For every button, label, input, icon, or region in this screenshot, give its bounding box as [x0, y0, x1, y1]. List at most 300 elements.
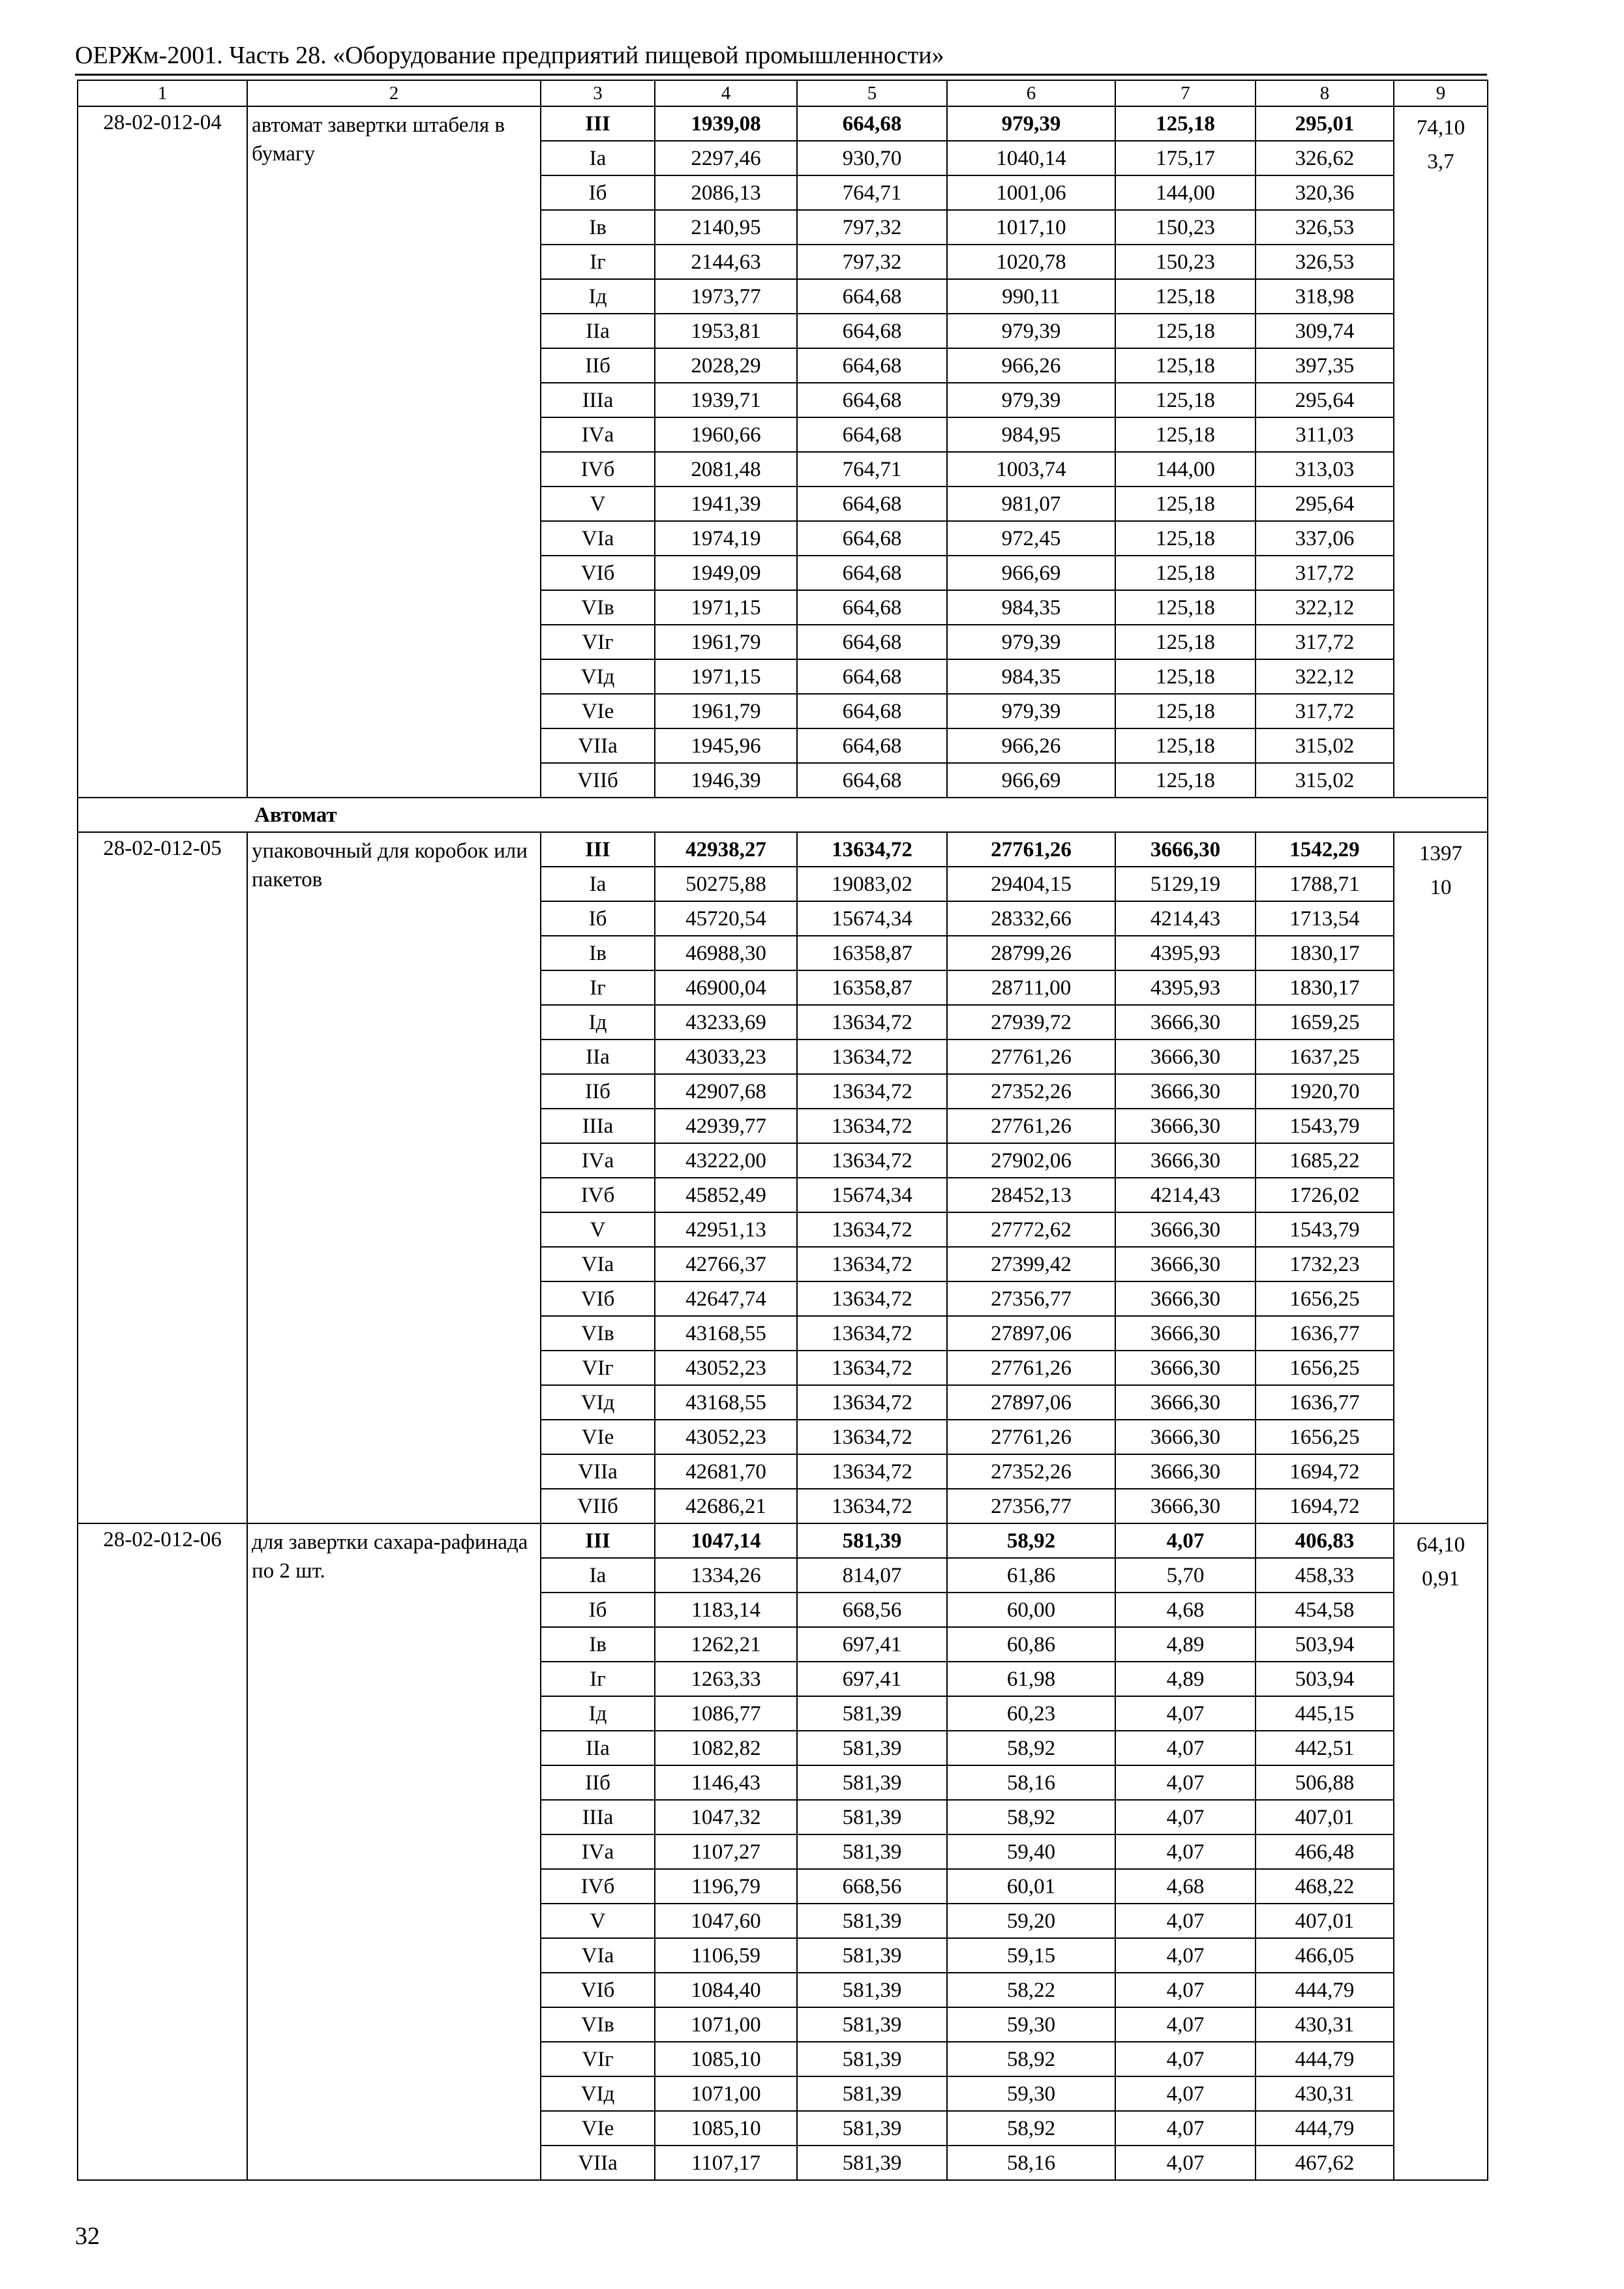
- materials-cost: 1656,25: [1256, 1281, 1394, 1316]
- materials-cost: 1543,79: [1256, 1109, 1394, 1143]
- worker-wages: 13634,72: [797, 832, 947, 867]
- direct-cost-total: 1945,96: [655, 728, 797, 763]
- direct-cost-total: 2028,29: [655, 348, 797, 383]
- region-index: Iд: [541, 279, 655, 314]
- direct-cost-total: 45852,49: [655, 1178, 797, 1212]
- machinist-wages: 3666,30: [1115, 1005, 1256, 1040]
- region-index: VIе: [541, 2111, 655, 2146]
- direct-cost-total: 2081,48: [655, 452, 797, 486]
- materials-cost: 322,12: [1256, 659, 1394, 694]
- direct-cost-total: 1047,32: [655, 1800, 797, 1834]
- worker-wages: 664,68: [797, 590, 947, 625]
- page-number: 32: [75, 2222, 100, 2250]
- direct-cost-total: 2297,46: [655, 141, 797, 175]
- materials-cost: 295,01: [1256, 106, 1394, 141]
- machine-operation-cost: 27352,26: [947, 1074, 1115, 1109]
- region-index: VIг: [541, 2042, 655, 2076]
- machinist-wages: 4,07: [1115, 1696, 1256, 1731]
- machine-operation-cost: 59,15: [947, 1938, 1115, 1973]
- machine-operation-cost: 979,39: [947, 625, 1115, 659]
- materials-cost: 1830,17: [1256, 970, 1394, 1005]
- materials-cost: 326,62: [1256, 141, 1394, 175]
- materials-cost: 1713,54: [1256, 901, 1394, 936]
- machinist-wages: 3666,30: [1115, 832, 1256, 867]
- materials-cost: 468,22: [1256, 1869, 1394, 1904]
- machinist-wages: 5,70: [1115, 1558, 1256, 1593]
- machine-operation-cost: 27761,26: [947, 832, 1115, 867]
- column-number-cell: 2: [247, 80, 541, 106]
- region-index: Iв: [541, 1627, 655, 1662]
- column-number-row: [78, 80, 1488, 106]
- direct-cost-total: 1953,81: [655, 314, 797, 348]
- direct-cost-total: 1971,15: [655, 590, 797, 625]
- machine-operation-cost: 984,35: [947, 590, 1115, 625]
- machine-operation-cost: 27939,72: [947, 1005, 1115, 1040]
- direct-cost-total: 1971,15: [655, 659, 797, 694]
- machine-operation-cost: 61,86: [947, 1558, 1115, 1593]
- worker-wages: 13634,72: [797, 1385, 947, 1420]
- labor-hours: 64,10: [1416, 1533, 1466, 1557]
- machinist-wages: 3666,30: [1115, 1316, 1256, 1351]
- worker-wages: 664,68: [797, 694, 947, 728]
- machinist-wages: 125,18: [1115, 590, 1256, 625]
- machine-operation-cost: 1017,10: [947, 210, 1115, 245]
- machine-operation-cost: 27761,26: [947, 1351, 1115, 1385]
- worker-wages: 581,39: [797, 1800, 947, 1834]
- machinist-wages: 3666,30: [1115, 1351, 1256, 1385]
- machinist-wages: 125,18: [1115, 348, 1256, 383]
- rates-table: [77, 80, 1488, 2181]
- worker-wages: 697,41: [797, 1662, 947, 1696]
- machine-operation-cost: 1001,06: [947, 175, 1115, 210]
- machine-operation-cost: 27897,06: [947, 1316, 1115, 1351]
- worker-wages: 581,39: [797, 1765, 947, 1800]
- worker-wages: 697,41: [797, 1627, 947, 1662]
- machinist-wages: 3666,30: [1115, 1385, 1256, 1420]
- machine-operation-cost: 966,69: [947, 763, 1115, 798]
- column-number-cell: 6: [947, 80, 1115, 106]
- materials-cost: 317,72: [1256, 556, 1394, 590]
- worker-wages: 664,68: [797, 279, 947, 314]
- materials-cost: 445,15: [1256, 1696, 1394, 1731]
- direct-cost-total: 42907,68: [655, 1074, 797, 1109]
- machinist-wages: 4,07: [1115, 2042, 1256, 2076]
- machinist-wages: 4,07: [1115, 1731, 1256, 1765]
- direct-cost-total: 1939,08: [655, 106, 797, 141]
- machine-operation-cost: 27772,62: [947, 1212, 1115, 1247]
- worker-wages: 764,71: [797, 175, 947, 210]
- materials-cost: 444,79: [1256, 2042, 1394, 2076]
- region-index: VIг: [541, 1351, 655, 1385]
- machinist-wages: 4,07: [1115, 2146, 1256, 2180]
- worker-wages: 664,68: [797, 417, 947, 452]
- direct-cost-total: 1085,10: [655, 2042, 797, 2076]
- direct-cost-total: 2144,63: [655, 245, 797, 279]
- worker-wages: 581,39: [797, 2007, 947, 2042]
- worker-wages: 13634,72: [797, 1351, 947, 1385]
- region-index: Iг: [541, 245, 655, 279]
- direct-cost-total: 50275,88: [655, 867, 797, 901]
- region-index: VIе: [541, 1420, 655, 1454]
- materials-cost: 466,05: [1256, 1938, 1394, 1973]
- machinist-wages: 4,07: [1115, 2111, 1256, 2146]
- region-index: IVа: [541, 1834, 655, 1869]
- worker-wages: 664,68: [797, 728, 947, 763]
- region-index: IIIа: [541, 1109, 655, 1143]
- machine-operation-cost: 1040,14: [947, 141, 1115, 175]
- region-index: Iб: [541, 901, 655, 936]
- worker-wages: 581,39: [797, 2111, 947, 2146]
- region-index: Iд: [541, 1005, 655, 1040]
- machinist-wages: 4214,43: [1115, 1178, 1256, 1212]
- direct-cost-total: 2086,13: [655, 175, 797, 210]
- materials-cost: 1636,77: [1256, 1385, 1394, 1420]
- materials-cost: 503,94: [1256, 1627, 1394, 1662]
- direct-cost-total: 1047,60: [655, 1904, 797, 1938]
- machinist-wages: 4,07: [1115, 1765, 1256, 1800]
- materials-cost: 1694,72: [1256, 1489, 1394, 1523]
- machinist-wages: 125,18: [1115, 556, 1256, 590]
- worker-wages: 13634,72: [797, 1281, 947, 1316]
- materials-cost: 1685,22: [1256, 1143, 1394, 1178]
- materials-cost: 444,79: [1256, 1973, 1394, 2007]
- direct-cost-total: 43033,23: [655, 1040, 797, 1074]
- machine-operation-cost: 59,20: [947, 1904, 1115, 1938]
- column-number-cell: 1: [78, 80, 247, 106]
- machine-operation-cost: 1020,78: [947, 245, 1115, 279]
- equipment-name: упаковочный для коробок или пакетов: [247, 832, 541, 1523]
- region-index: VIIб: [541, 763, 655, 798]
- materials-cost: 1788,71: [1256, 867, 1394, 901]
- region-index: Iб: [541, 175, 655, 210]
- direct-cost-total: 1961,79: [655, 694, 797, 728]
- materials-cost: 1830,17: [1256, 936, 1394, 970]
- machinist-wages: 4,07: [1115, 1973, 1256, 2007]
- materials-cost: 430,31: [1256, 2007, 1394, 2042]
- region-index: VIе: [541, 694, 655, 728]
- direct-cost-total: 1974,19: [655, 521, 797, 556]
- machinist-wages: 144,00: [1115, 452, 1256, 486]
- machine-operation-cost: 29404,15: [947, 867, 1115, 901]
- machinist-wages: 125,18: [1115, 314, 1256, 348]
- direct-cost-total: 42938,27: [655, 832, 797, 867]
- materials-cost: 466,48: [1256, 1834, 1394, 1869]
- region-index: Iб: [541, 1593, 655, 1627]
- direct-cost-total: 1334,26: [655, 1558, 797, 1593]
- table-row: [78, 1523, 1488, 1558]
- equipment-name: для завертки сахара-рафинада по 2 шт.: [247, 1523, 541, 2180]
- machine-operation-cost: 58,92: [947, 1800, 1115, 1834]
- machine-operation-cost: 60,00: [947, 1593, 1115, 1627]
- worker-wages: 797,32: [797, 210, 947, 245]
- machinist-wages: 3666,30: [1115, 1143, 1256, 1178]
- materials-cost: 1920,70: [1256, 1074, 1394, 1109]
- machine-operation-cost: 972,45: [947, 521, 1115, 556]
- labor-cost-cell: [1394, 1523, 1488, 2180]
- materials-cost: 315,02: [1256, 763, 1394, 798]
- machinist-wages: 125,18: [1115, 486, 1256, 521]
- labor-hours: 74,10: [1416, 116, 1466, 140]
- worker-wages: 13634,72: [797, 1454, 947, 1489]
- machine-operation-cost: 984,35: [947, 659, 1115, 694]
- materials-cost: 309,74: [1256, 314, 1394, 348]
- machine-operation-cost: 27356,77: [947, 1489, 1115, 1523]
- machine-operation-cost: 60,86: [947, 1627, 1115, 1662]
- materials-cost: 1637,25: [1256, 1040, 1394, 1074]
- rates-table-body: [78, 80, 1488, 2180]
- region-index: IIа: [541, 1731, 655, 1765]
- materials-cost: 311,03: [1256, 417, 1394, 452]
- rate-code: 28-02-012-06: [78, 1523, 247, 2180]
- direct-cost-total: 1107,27: [655, 1834, 797, 1869]
- region-index: IIа: [541, 1040, 655, 1074]
- machine-operation-cost: 27761,26: [947, 1420, 1115, 1454]
- region-index: Iв: [541, 210, 655, 245]
- region-index: V: [541, 1904, 655, 1938]
- worker-wages: 581,39: [797, 1904, 947, 1938]
- machinist-wages: 4,07: [1115, 1938, 1256, 1973]
- machinist-wages: 4,68: [1115, 1869, 1256, 1904]
- machine-operation-cost: 979,39: [947, 106, 1115, 141]
- machine-operation-cost: 28711,00: [947, 970, 1115, 1005]
- materials-cost: 458,33: [1256, 1558, 1394, 1593]
- direct-cost-total: 45720,54: [655, 901, 797, 936]
- section-title-row: [78, 798, 1488, 832]
- region-index: VIIб: [541, 1489, 655, 1523]
- direct-cost-total: 1107,17: [655, 2146, 797, 2180]
- worker-wages: 16358,87: [797, 936, 947, 970]
- direct-cost-total: 43233,69: [655, 1005, 797, 1040]
- machine-operation-cost: 60,23: [947, 1696, 1115, 1731]
- worker-wages: 764,71: [797, 452, 947, 486]
- region-index: Iг: [541, 1662, 655, 1696]
- materials-cost: 326,53: [1256, 245, 1394, 279]
- direct-cost-total: 43168,55: [655, 1316, 797, 1351]
- direct-cost-total: 1146,43: [655, 1765, 797, 1800]
- materials-cost: 337,06: [1256, 521, 1394, 556]
- machine-operation-cost: 28799,26: [947, 936, 1115, 970]
- region-index: VIIа: [541, 2146, 655, 2180]
- region-index: Iа: [541, 1558, 655, 1593]
- machine-operation-cost: 58,16: [947, 1765, 1115, 1800]
- materials-cost: 295,64: [1256, 486, 1394, 521]
- labor-hours: 1397: [1419, 842, 1462, 865]
- machine-operation-cost: 28452,13: [947, 1178, 1115, 1212]
- machine-operation-cost: 1003,74: [947, 452, 1115, 486]
- worker-wages: 13634,72: [797, 1420, 947, 1454]
- materials-cost: 1543,79: [1256, 1212, 1394, 1247]
- materials-cost: 442,51: [1256, 1731, 1394, 1765]
- region-index: III: [541, 832, 655, 867]
- worker-wages: 13634,72: [797, 1247, 947, 1281]
- region-index: III: [541, 106, 655, 141]
- materials-cost: 1732,23: [1256, 1247, 1394, 1281]
- direct-cost-total: 1960,66: [655, 417, 797, 452]
- machine-operation-cost: 979,39: [947, 694, 1115, 728]
- machine-operation-cost: 27761,26: [947, 1040, 1115, 1074]
- worker-wages: 664,68: [797, 486, 947, 521]
- region-index: V: [541, 486, 655, 521]
- machine-operation-cost: 58,92: [947, 2111, 1115, 2146]
- machine-operation-cost: 981,07: [947, 486, 1115, 521]
- direct-cost-total: 1262,21: [655, 1627, 797, 1662]
- machine-operation-cost: 58,92: [947, 2042, 1115, 2076]
- labor-cost-cell: [1394, 832, 1488, 1523]
- column-number-cell: 8: [1256, 80, 1394, 106]
- region-index: IVб: [541, 1178, 655, 1212]
- machinist-wages: 125,18: [1115, 694, 1256, 728]
- materials-cost: 1694,72: [1256, 1454, 1394, 1489]
- machinist-wages: 4,07: [1115, 1834, 1256, 1869]
- machinist-wages: 125,18: [1115, 521, 1256, 556]
- direct-cost-total: 1961,79: [655, 625, 797, 659]
- worker-wages: 664,68: [797, 314, 947, 348]
- region-index: VIа: [541, 1247, 655, 1281]
- direct-cost-total: 42681,70: [655, 1454, 797, 1489]
- machine-operation-cost: 27399,42: [947, 1247, 1115, 1281]
- machine-operation-cost: 27897,06: [947, 1385, 1115, 1420]
- direct-cost-total: 1084,40: [655, 1973, 797, 2007]
- machinist-wages: 4214,43: [1115, 901, 1256, 936]
- machine-operation-cost: 27356,77: [947, 1281, 1115, 1316]
- worker-wages: 581,39: [797, 1973, 947, 2007]
- machinist-wages: 4,89: [1115, 1627, 1256, 1662]
- machinist-wages: 3666,30: [1115, 1454, 1256, 1489]
- direct-cost-total: 43052,23: [655, 1420, 797, 1454]
- materials-cost: 318,98: [1256, 279, 1394, 314]
- region-index: Iг: [541, 970, 655, 1005]
- region-index: Iд: [541, 1696, 655, 1731]
- machinist-wages: 3666,30: [1115, 1247, 1256, 1281]
- machinist-wages: 125,18: [1115, 417, 1256, 452]
- worker-wages: 581,39: [797, 2042, 947, 2076]
- worker-wages: 581,39: [797, 2076, 947, 2111]
- worker-wages: 581,39: [797, 1523, 947, 1558]
- worker-wages: 581,39: [797, 1696, 947, 1731]
- column-number-cell: 4: [655, 80, 797, 106]
- materials-cost: 467,62: [1256, 2146, 1394, 2180]
- machine-operation-cost: 59,30: [947, 2007, 1115, 2042]
- rate-code: 28-02-012-05: [78, 832, 247, 1523]
- materials-cost: 397,35: [1256, 348, 1394, 383]
- machine-operation-cost: 28332,66: [947, 901, 1115, 936]
- worker-wages: 581,39: [797, 1834, 947, 1869]
- table-row: [78, 832, 1488, 867]
- machine-operation-cost: 990,11: [947, 279, 1115, 314]
- worker-wages: 664,68: [797, 625, 947, 659]
- direct-cost-total: 42647,74: [655, 1281, 797, 1316]
- worker-wages: 13634,72: [797, 1109, 947, 1143]
- region-index: VIб: [541, 1281, 655, 1316]
- region-index: VIIа: [541, 1454, 655, 1489]
- machinist-wages: 4,07: [1115, 2007, 1256, 2042]
- worker-wages: 13634,72: [797, 1005, 947, 1040]
- region-index: IIб: [541, 348, 655, 383]
- machinist-wages: 3666,30: [1115, 1281, 1256, 1316]
- direct-cost-total: 42766,37: [655, 1247, 797, 1281]
- machine-operation-cost: 979,39: [947, 314, 1115, 348]
- materials-cost: 407,01: [1256, 1800, 1394, 1834]
- region-index: VIд: [541, 2076, 655, 2111]
- machine-operation-cost: 58,22: [947, 1973, 1115, 2007]
- worker-wages: 664,68: [797, 763, 947, 798]
- section-title: Автомат: [78, 798, 1488, 832]
- materials-cost: 317,72: [1256, 694, 1394, 728]
- worker-wages: 581,39: [797, 2146, 947, 2180]
- direct-cost-total: 1941,39: [655, 486, 797, 521]
- region-index: VIд: [541, 1385, 655, 1420]
- worker-wages: 19083,02: [797, 867, 947, 901]
- direct-cost-total: 1085,10: [655, 2111, 797, 2146]
- machine-operation-cost: 58,92: [947, 1731, 1115, 1765]
- machinist-wages: 125,18: [1115, 728, 1256, 763]
- materials-cost: 295,64: [1256, 383, 1394, 417]
- worker-wages: 15674,34: [797, 1178, 947, 1212]
- machine-operation-cost: 966,26: [947, 348, 1115, 383]
- region-index: VIIа: [541, 728, 655, 763]
- direct-cost-total: 43222,00: [655, 1143, 797, 1178]
- region-index: IIIа: [541, 1800, 655, 1834]
- direct-cost-total: 1973,77: [655, 279, 797, 314]
- worker-wages: 13634,72: [797, 1212, 947, 1247]
- worker-wages: 13634,72: [797, 1074, 947, 1109]
- machinist-wages: 150,23: [1115, 210, 1256, 245]
- region-index: VIа: [541, 521, 655, 556]
- region-index: Iв: [541, 936, 655, 970]
- machinist-wages: 5129,19: [1115, 867, 1256, 901]
- materials-cost: 326,53: [1256, 210, 1394, 245]
- region-index: IVб: [541, 452, 655, 486]
- machinist-wages: 3666,30: [1115, 1489, 1256, 1523]
- machinist-wages: 3666,30: [1115, 1420, 1256, 1454]
- worker-wages: 13634,72: [797, 1143, 947, 1178]
- machinist-wages: 4,68: [1115, 1593, 1256, 1627]
- machinist-wages: 150,23: [1115, 245, 1256, 279]
- materials-cost: 322,12: [1256, 590, 1394, 625]
- direct-cost-total: 2140,95: [655, 210, 797, 245]
- direct-cost-total: 1939,71: [655, 383, 797, 417]
- table-row: [78, 106, 1488, 141]
- materials-cost: 317,72: [1256, 625, 1394, 659]
- worker-wages: 664,68: [797, 659, 947, 694]
- column-number-cell: 5: [797, 80, 947, 106]
- region-index: VIд: [541, 659, 655, 694]
- machine-operation-cost: 979,39: [947, 383, 1115, 417]
- materials-cost: 1636,77: [1256, 1316, 1394, 1351]
- direct-cost-total: 1949,09: [655, 556, 797, 590]
- machinist-wages: 125,18: [1115, 279, 1256, 314]
- region-index: VIа: [541, 1938, 655, 1973]
- materials-cost: 506,88: [1256, 1765, 1394, 1800]
- machinist-wages: 175,17: [1115, 141, 1256, 175]
- machine-operation-cost: 27352,26: [947, 1454, 1115, 1489]
- machinist-wages: 3666,30: [1115, 1109, 1256, 1143]
- region-index: IVа: [541, 1143, 655, 1178]
- region-index: Iа: [541, 141, 655, 175]
- materials-cost: 1726,02: [1256, 1178, 1394, 1212]
- worker-wages: 13634,72: [797, 1489, 947, 1523]
- direct-cost-total: 42686,21: [655, 1489, 797, 1523]
- direct-cost-total: 46988,30: [655, 936, 797, 970]
- machinist-wages: 144,00: [1115, 175, 1256, 210]
- machinist-wages: 125,18: [1115, 625, 1256, 659]
- worker-wages: 664,68: [797, 348, 947, 383]
- region-index: IVа: [541, 417, 655, 452]
- machine-operation-cost: 58,16: [947, 2146, 1115, 2180]
- direct-cost-total: 1086,77: [655, 1696, 797, 1731]
- machine-operation-cost: 58,92: [947, 1523, 1115, 1558]
- header-rule: [75, 74, 1487, 76]
